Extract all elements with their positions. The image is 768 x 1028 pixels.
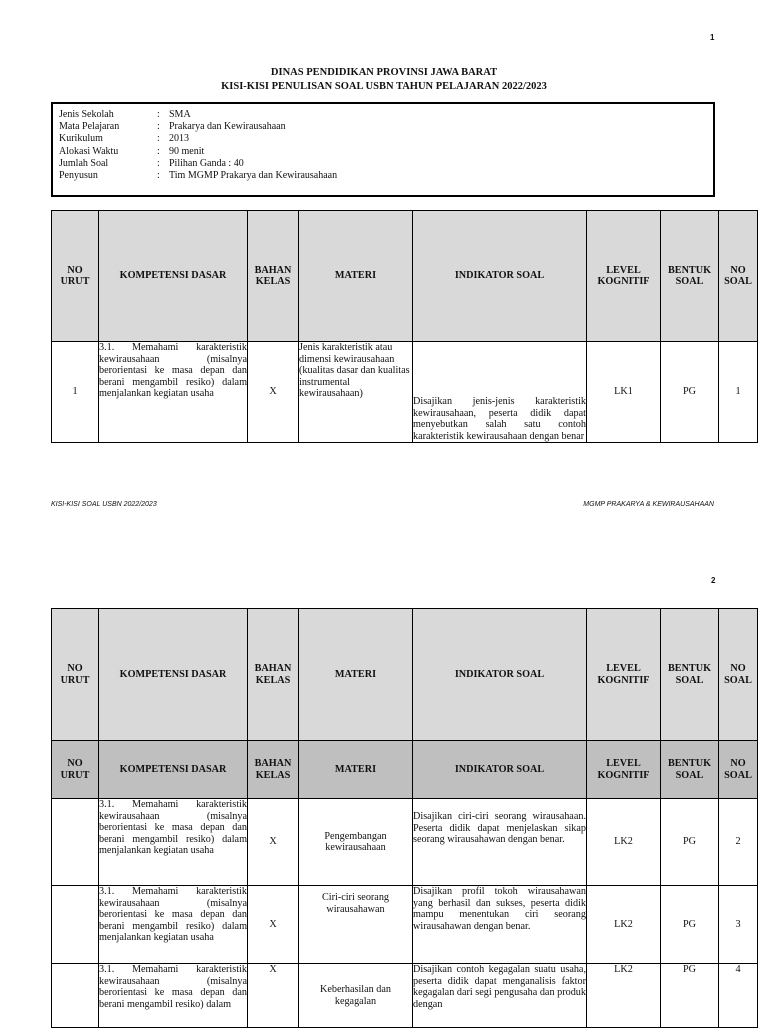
cell-no-soal: 4 xyxy=(719,964,758,1028)
page-number-1: 1 xyxy=(710,33,715,42)
header-materi: MATERI xyxy=(299,609,413,741)
cell-kompetensi-dasar: 3.1. Memahami karakteristik kewirausahaan (misalnya berorientasi ke masa depan dan berani mengambil resiko) dalam menjalankan kegiatan usaha xyxy=(99,342,248,443)
header-bahan-kelas: BAHAN KELAS xyxy=(248,741,299,799)
cell-bentuk-soal: PG xyxy=(661,342,719,443)
info-value: SMA xyxy=(169,109,191,120)
info-row-penyusun: Penyusun : Tim MGMP Prakarya dan Kewirausahaan xyxy=(59,170,338,182)
header-bentuk-soal: BENTUK SOAL xyxy=(661,609,719,741)
header-indikator-soal: INDIKATOR SOAL xyxy=(413,211,587,342)
info-value: 90 menit xyxy=(169,145,205,157)
cell-materi: Jenis karakteristik atau dimensi kewirausahaan (kualitas dasar dan kualitas instrumental kewirausahaan) xyxy=(299,342,413,443)
table-header-row xyxy=(52,609,758,741)
document-title-line1: DINAS PENDIDIKAN PROVINSI JAWA BARAT xyxy=(270,67,498,78)
info-row-alokasi-waktu: Alokasi Waktu : 90 menit xyxy=(59,145,205,157)
cell-kompetensi-dasar: 3.1. Memahami karakteristik kewirausahaan (misalnya berorientasi ke masa depan dan berani mengambil resiko) dalam menjalankan kegiatan usaha xyxy=(99,886,248,964)
info-label: Kurikulum xyxy=(59,133,103,145)
header-level-kognitif: LEVEL KOGNITIF xyxy=(587,609,661,741)
cell-materi: Keberhasilan dan kegagalan xyxy=(299,964,413,1028)
info-value: Prakarya dan Kewirausahaan xyxy=(169,121,286,133)
cell-kompetensi-dasar: 3.1. Memahami karakteristik kewirausahaan (misalnya berorientasi ke masa depan dan berani mengambil resiko) dalam xyxy=(99,964,248,1028)
header-bentuk-soal: BENTUK SOAL xyxy=(661,211,719,342)
cell-bahan-kelas: X xyxy=(248,964,299,1028)
cell-bentuk-soal: PG xyxy=(661,799,719,886)
cell-no-soal: 2 xyxy=(719,799,758,886)
footer-left: KISI-KISI SOAL USBN 2022/2023 xyxy=(51,501,157,508)
cell-indikator-soal: Disajikan contoh kegagalan suatu usaha, peserta didik dapat menganalisis faktor kegagalan dari segi pengusaha dan produk dengan xyxy=(413,964,587,1028)
header-kompetensi-dasar: KOMPETENSI DASAR xyxy=(99,741,248,799)
cell-indikator-soal: Disajikan profil tokoh wirausahawan yang berhasil dan sukses, peserta didik mampu menentukan ciri seorang wirausahawan dengan benar. xyxy=(413,886,587,964)
cell-no-urut xyxy=(52,799,99,886)
cell-level-kognitif: LK1 xyxy=(587,342,661,443)
info-row-kurikulum: Kurikulum : 2013 xyxy=(59,133,189,145)
cell-no-soal: 1 xyxy=(719,342,758,443)
info-label: Mata Pelajaran xyxy=(59,121,120,133)
header-indikator-soal: INDIKATOR SOAL xyxy=(413,741,587,799)
table-row xyxy=(52,799,758,886)
cell-materi: Pengembangan kewirausahaan xyxy=(299,799,413,886)
page-number-2: 2 xyxy=(711,576,716,585)
header-no-urut: NO URUT xyxy=(52,211,99,342)
cell-kompetensi-dasar: 3.1. Memahami karakteristik kewirausahaan (misalnya berorientasi ke masa depan dan berani mengambil resiko) dalam menjalankan kegiatan usaha xyxy=(99,799,248,886)
table-row xyxy=(52,964,758,1028)
cell-bahan-kelas: X xyxy=(248,886,299,964)
info-label: Alokasi Waktu xyxy=(59,145,119,157)
header-bentuk-soal: BENTUK SOAL xyxy=(661,741,719,799)
cell-bentuk-soal: PG xyxy=(661,886,719,964)
header-level-kognitif: LEVEL KOGNITIF xyxy=(587,741,661,799)
info-label: Jenis Sekolah xyxy=(59,109,114,120)
kisi-table-page2 xyxy=(51,608,758,1028)
header-no-soal: NO SOAL xyxy=(719,609,758,741)
info-label: Penyusun xyxy=(59,170,98,182)
info-row-jumlah-soal: Jumlah Soal : Pilihan Ganda : 40 xyxy=(59,157,244,169)
table-row xyxy=(52,886,758,964)
header-no-soal: NO SOAL xyxy=(719,211,758,342)
header-no-soal: NO SOAL xyxy=(719,741,758,799)
cell-level-kognitif: LK2 xyxy=(587,799,661,886)
info-row-mata-pelajaran: Mata Pelajaran : Prakarya dan Kewirausahaan xyxy=(59,121,286,133)
cell-indikator-soal: Disajikan ciri-ciri seorang wirausahaan. Peserta didik dapat menjelaskan sikap seorang wirausahawan dengan benar. xyxy=(413,799,587,886)
header-bahan-kelas: BAHAN KELAS xyxy=(248,609,299,741)
cell-no-urut xyxy=(52,964,99,1028)
header-no-urut: NO URUT xyxy=(52,741,99,799)
cell-materi: Ciri-ciri seorang wirausahawan xyxy=(299,886,413,964)
header-no-urut: NO URUT xyxy=(52,609,99,741)
header-materi: MATERI xyxy=(299,211,413,342)
info-label: Jumlah Soal xyxy=(59,157,109,169)
document-title-line2: KISI-KISI PENULISAN SOAL USBN TAHUN PELAJARAN 2022/2023 xyxy=(221,81,547,92)
info-value: 2013 xyxy=(169,133,189,145)
header-materi: MATERI xyxy=(299,741,413,799)
cell-indikator-soal: Disajikan jenis-jenis karakteristik kewirausahaan, peserta didik dapat menyebutkan salah satu contoh karakteristik kewirausahaan dengan benar xyxy=(413,342,587,443)
info-value: Pilihan Ganda : 40 xyxy=(169,157,244,169)
table-header-row-repeat xyxy=(52,741,758,799)
kisi-table-page1 xyxy=(51,210,758,443)
info-value: Tim MGMP Prakarya dan Kewirausahaan xyxy=(169,170,338,182)
cell-level-kognitif: LK2 xyxy=(587,964,661,1028)
cell-no-urut: 1 xyxy=(52,342,99,443)
header-bahan-kelas: BAHAN KELAS xyxy=(248,211,299,342)
header-kompetensi-dasar: KOMPETENSI DASAR xyxy=(99,609,248,741)
header-level-kognitif: LEVEL KOGNITIF xyxy=(587,211,661,342)
cell-no-soal: 3 xyxy=(719,886,758,964)
info-box xyxy=(51,102,715,197)
table-row xyxy=(52,342,758,443)
cell-bahan-kelas: X xyxy=(248,799,299,886)
cell-level-kognitif: LK2 xyxy=(587,886,661,964)
header-indikator-soal: INDIKATOR SOAL xyxy=(413,609,587,741)
cell-bahan-kelas: X xyxy=(248,342,299,443)
footer-right: MGMP PRAKARYA & KEWIRAUSAHAAN xyxy=(583,501,714,508)
cell-bentuk-soal: PG xyxy=(661,964,719,1028)
header-kompetensi-dasar: KOMPETENSI DASAR xyxy=(99,211,248,342)
cell-no-urut xyxy=(52,886,99,964)
table-header-row xyxy=(52,211,758,342)
info-row-jenis-sekolah: Jenis Sekolah : SMA xyxy=(59,109,191,120)
